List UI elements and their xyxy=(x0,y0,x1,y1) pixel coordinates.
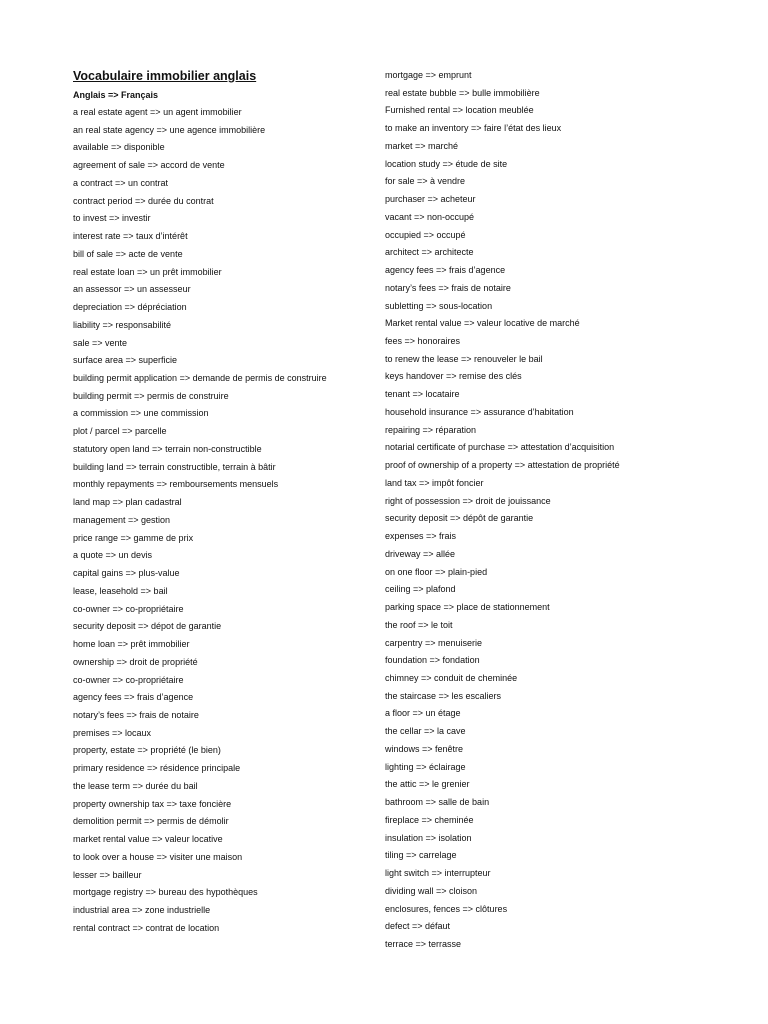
vocabulary-entry: mortgage => emprunt xyxy=(385,70,472,80)
vocabulary-entry: agency fees => frais d’agence xyxy=(73,692,194,703)
vocabulary-entry: interest rate => taux d’intérêt xyxy=(73,231,188,242)
vocabulary-entry: the lease term => durée du bail xyxy=(73,780,198,791)
vocabulary-entry: property ownership tax => taxe foncière xyxy=(73,798,232,809)
document-title: Vocabulaire immobilier anglais xyxy=(73,69,257,83)
vocabulary-entry: monthly repayments => remboursements mensuels xyxy=(73,479,279,490)
vocabulary-entry: surface area => superficie xyxy=(73,355,178,366)
vocabulary-entry: co-owner => co-propriétaire xyxy=(73,603,184,614)
vocabulary-entry: notary’s fees => frais de notaire xyxy=(385,282,511,293)
vocabulary-entry: Market rental value => valeur locative de marché xyxy=(385,318,580,329)
vocabulary-entry: repairing => réparation xyxy=(385,424,477,435)
vocabulary-entry: the cellar => la cave xyxy=(385,726,466,737)
vocabulary-entry: insulation => isolation xyxy=(385,832,472,843)
vocabulary-entry: depreciation => dépréciation xyxy=(73,302,187,313)
vocabulary-entry: lease, leasehold => bail xyxy=(73,585,168,596)
right-vocabulary-list xyxy=(385,67,755,954)
vocabulary-entry: agreement of sale => accord de vente xyxy=(73,160,225,171)
vocabulary-entry: ceiling => plafond xyxy=(385,584,456,595)
vocabulary-entry: security deposit => dépot de garantie xyxy=(73,621,222,632)
vocabulary-entry: a commission => une commission xyxy=(73,408,209,419)
vocabulary-entry: architect => architecte xyxy=(385,247,474,258)
vocabulary-entry: building permit application => demande de permis de construire xyxy=(73,373,327,384)
vocabulary-entry: to renew the lease => renouveler le bail xyxy=(385,353,543,364)
vocabulary-entry: chimney => conduit de cheminée xyxy=(385,672,518,683)
vocabulary-entry: to invest => investir xyxy=(73,213,151,224)
vocabulary-entry: a floor => un étage xyxy=(385,708,461,719)
vocabulary-entry: vacant => non-occupé xyxy=(385,211,475,222)
vocabulary-entry: parking space => place de stationnement xyxy=(385,602,550,613)
vocabulary-entry: notary’s fees => frais de notaire xyxy=(73,709,199,720)
vocabulary-entry: an assessor => un assesseur xyxy=(73,284,191,295)
right-column xyxy=(385,67,755,954)
vocabulary-entry: for sale => à vendre xyxy=(385,176,466,187)
vocabulary-entry: proof of ownership of a property => attestation de propriété xyxy=(385,460,620,471)
vocabulary-entry: ownership => droit de propriété xyxy=(73,656,198,667)
vocabulary-entry: Furnished rental => location meublée xyxy=(385,105,534,116)
left-vocabulary-list xyxy=(73,104,373,938)
vocabulary-entry: occupied => occupé xyxy=(385,229,466,240)
vocabulary-entry: co-owner => co-propriétaire xyxy=(73,674,184,685)
vocabulary-entry: home loan => prêt immobilier xyxy=(73,639,190,650)
vocabulary-entry: to look over a house => visiter une maison xyxy=(73,851,243,862)
vocabulary-entry: rental contract => contrat de location xyxy=(73,922,220,933)
vocabulary-entry: lighting => éclairage xyxy=(385,761,466,772)
vocabulary-entry: enclosures, fences => clôtures xyxy=(385,903,508,914)
vocabulary-entry: foundation => fondation xyxy=(385,655,480,666)
vocabulary-entry: light switch => interrupteur xyxy=(385,868,491,879)
document-subtitle: Anglais => Français xyxy=(73,90,159,100)
vocabulary-entry: a quote => un devis xyxy=(73,550,153,561)
vocabulary-entry: statutory open land => terrain non-constructible xyxy=(73,443,262,454)
vocabulary-entry: an real state agency => une agence immobilière xyxy=(73,124,266,135)
vocabulary-entry: terrace => terrasse xyxy=(385,938,462,949)
vocabulary-entry: the attic => le grenier xyxy=(385,779,470,790)
vocabulary-entry: bill of sale => acte de vente xyxy=(73,248,183,259)
vocabulary-entry: the roof => le toit xyxy=(385,619,453,630)
vocabulary-entry: fireplace => cheminée xyxy=(385,814,474,825)
vocabulary-entry: contract period => durée du contrat xyxy=(73,195,214,206)
vocabulary-entry: driveway => allée xyxy=(385,548,456,559)
vocabulary-entry: household insurance => assurance d’habitation xyxy=(385,406,574,417)
vocabulary-entry: capital gains => plus-value xyxy=(73,568,180,579)
vocabulary-entry: purchaser => acheteur xyxy=(385,194,476,205)
vocabulary-entry: demolition permit => permis de démolir xyxy=(73,816,229,827)
vocabulary-entry: dividing wall => cloison xyxy=(385,885,478,896)
vocabulary-entry: industrial area => zone industrielle xyxy=(73,905,211,916)
vocabulary-entry: notarial certificate of purchase => attestation d’acquisition xyxy=(385,442,615,453)
vocabulary-entry: defect => défaut xyxy=(385,921,451,932)
vocabulary-entry: right of possession => droit de jouissance xyxy=(385,495,551,506)
vocabulary-entry: sale => vente xyxy=(73,337,128,348)
vocabulary-entry: real estate loan => un prêt immobilier xyxy=(73,266,222,277)
vocabulary-entry: real estate bubble => bulle immobilière xyxy=(385,87,540,98)
vocabulary-entry: building land => terrain constructible, terrain à bâtir xyxy=(73,461,276,472)
vocabulary-entry: premises => locaux xyxy=(73,727,152,738)
vocabulary-entry: on one floor => plain-pied xyxy=(385,566,488,577)
vocabulary-entry: tenant => locataire xyxy=(385,389,460,400)
vocabulary-entry: mortgage registry => bureau des hypothèques xyxy=(73,887,258,898)
vocabulary-entry: market => marché xyxy=(385,140,459,151)
vocabulary-entry: land map => plan cadastral xyxy=(73,497,182,508)
vocabulary-entry: plot / parcel => parcelle xyxy=(73,426,167,437)
vocabulary-entry: location study => étude de site xyxy=(385,158,508,169)
vocabulary-entry: fees => honoraires xyxy=(385,336,461,347)
vocabulary-entry: price range => gamme de prix xyxy=(73,532,194,543)
vocabulary-entry: land tax => impôt foncier xyxy=(385,477,484,488)
vocabulary-entry: carpentry => menuiserie xyxy=(385,637,483,648)
vocabulary-entry: lesser => bailleur xyxy=(73,869,142,880)
vocabulary-entry: primary residence => résidence principale xyxy=(73,763,241,774)
vocabulary-entry: tiling => carrelage xyxy=(385,850,457,861)
vocabulary-entry: a real estate agent => un agent immobilier xyxy=(73,107,242,117)
vocabulary-entry: security deposit => dépôt de garantie xyxy=(385,513,534,524)
vocabulary-entry: expenses => frais xyxy=(385,531,457,542)
vocabulary-entry: available => disponible xyxy=(73,142,165,153)
vocabulary-entry: bathroom => salle de bain xyxy=(385,797,490,808)
vocabulary-entry: management => gestion xyxy=(73,514,171,525)
vocabulary-entry: liability => responsabilité xyxy=(73,319,172,330)
vocabulary-entry: property, estate => propriété (le bien) xyxy=(73,745,221,756)
vocabulary-entry: to make an inventory => faire l’état des lieux xyxy=(385,123,562,134)
vocabulary-entry: agency fees => frais d’agence xyxy=(385,265,506,276)
vocabulary-entry: market rental value => valeur locative xyxy=(73,834,223,845)
vocabulary-entry: keys handover => remise des clés xyxy=(385,371,522,382)
left-column xyxy=(73,66,373,938)
vocabulary-entry: the staircase => les escaliers xyxy=(385,690,502,701)
vocabulary-entry: subletting => sous-location xyxy=(385,300,493,311)
vocabulary-entry: a contract => un contrat xyxy=(73,177,169,188)
vocabulary-entry: building permit => permis de construire xyxy=(73,390,229,401)
vocabulary-entry: windows => fenêtre xyxy=(385,743,464,754)
